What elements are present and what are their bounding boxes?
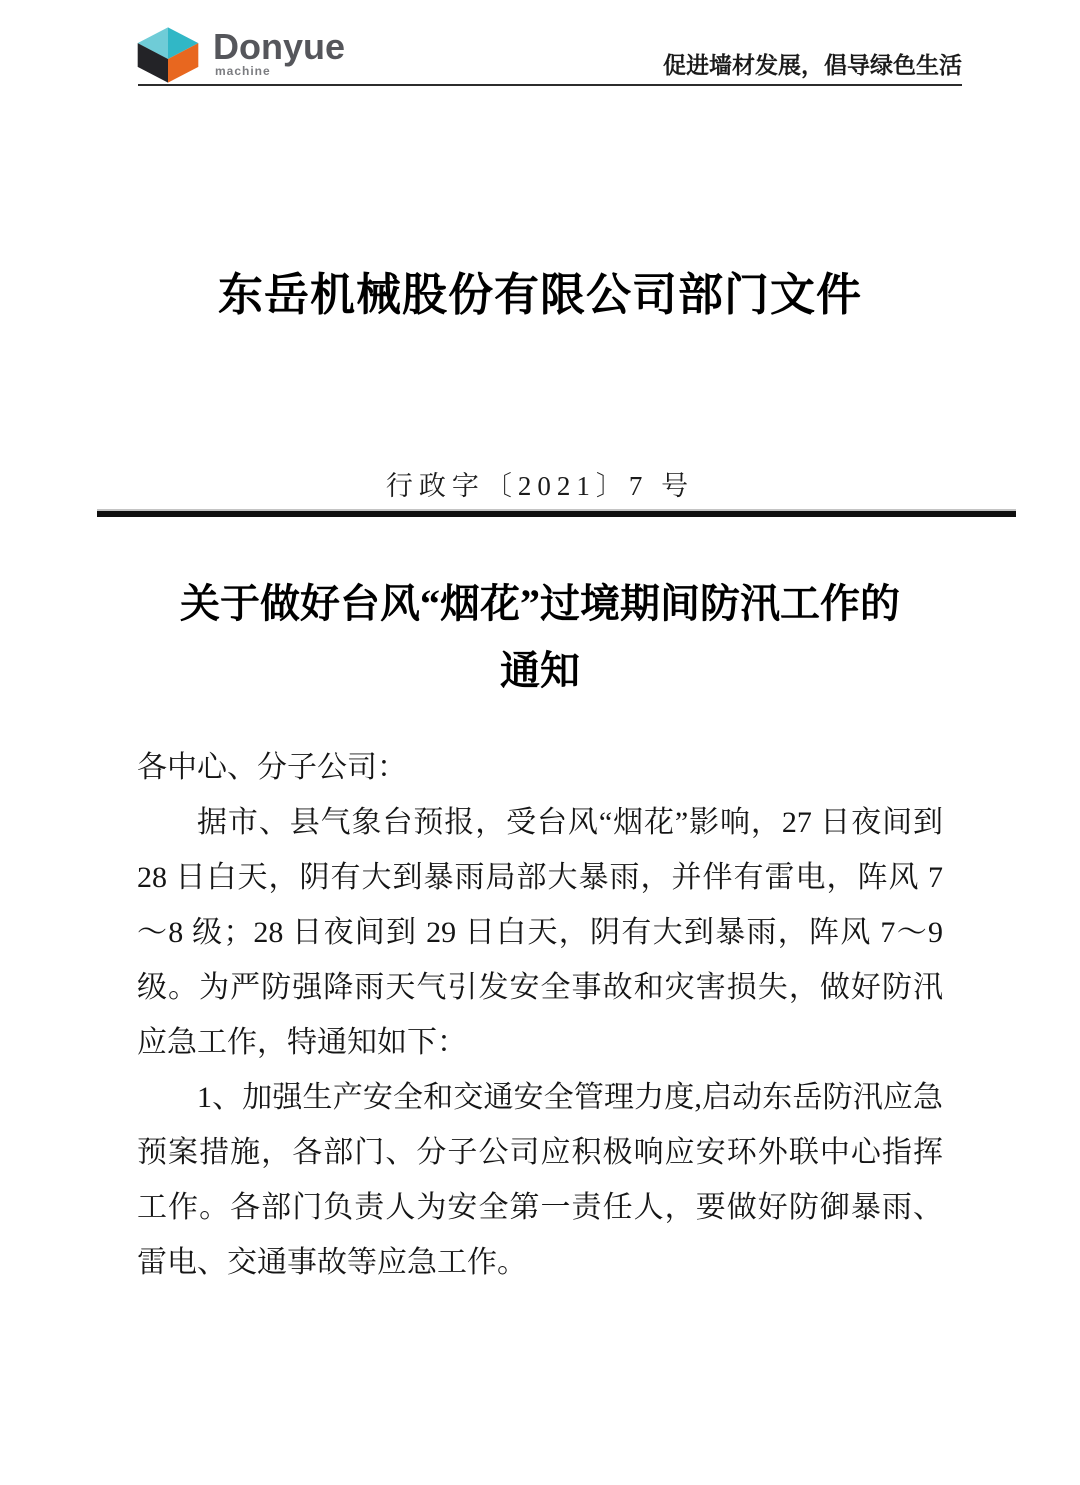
header — [135, 26, 962, 84]
organization-title: 东岳机械股份有限公司部门文件 — [217, 270, 862, 320]
company-logo — [135, 26, 345, 84]
body-paragraph: 1、加强生产安全和交通安全管理力度,启动东岳防汛应急预案措施，各部门、分子公司应积极响应安环外联中心指挥工作。各部门负责人为安全第一责任人，要做好防御暴雨、雷电、交通事故等应急工作。 — [137, 1081, 943, 1279]
document-divider-line — [97, 509, 1016, 517]
header-divider-line — [138, 84, 962, 86]
logo-text — [213, 26, 345, 78]
header-slogan: 促进墙材发展，倡导绿色生活 — [663, 52, 962, 78]
salutation: 各中心、分子公司： — [137, 751, 407, 784]
logo-cube-icon — [135, 26, 201, 84]
subject-line-2: 通知 — [500, 648, 580, 693]
body-paragraph: 据市、县气象台预报，受台风“烟花”影响，27 日夜间到 28 日白天，阴有大到暴雨局部大暴雨，并伴有雷电，阵风 7～8 级；28 日夜间到 29 日白天，阴有大到暴雨，阵风 7～9 级。为严防强降雨天气引发安全事故和灾害损失，做好防汛应急工作，特通知如下： — [137, 806, 943, 1059]
document-subject-title — [90, 570, 990, 704]
subject-line-1: 关于做好台风“烟花”过境期间防汛工作的 — [180, 581, 900, 626]
document-body — [137, 740, 943, 1290]
logo-brand-text: Donyue — [213, 26, 346, 67]
document-number: 行政字〔2021〕7 号 — [385, 471, 695, 501]
logo-sub-text: machine — [215, 64, 271, 78]
